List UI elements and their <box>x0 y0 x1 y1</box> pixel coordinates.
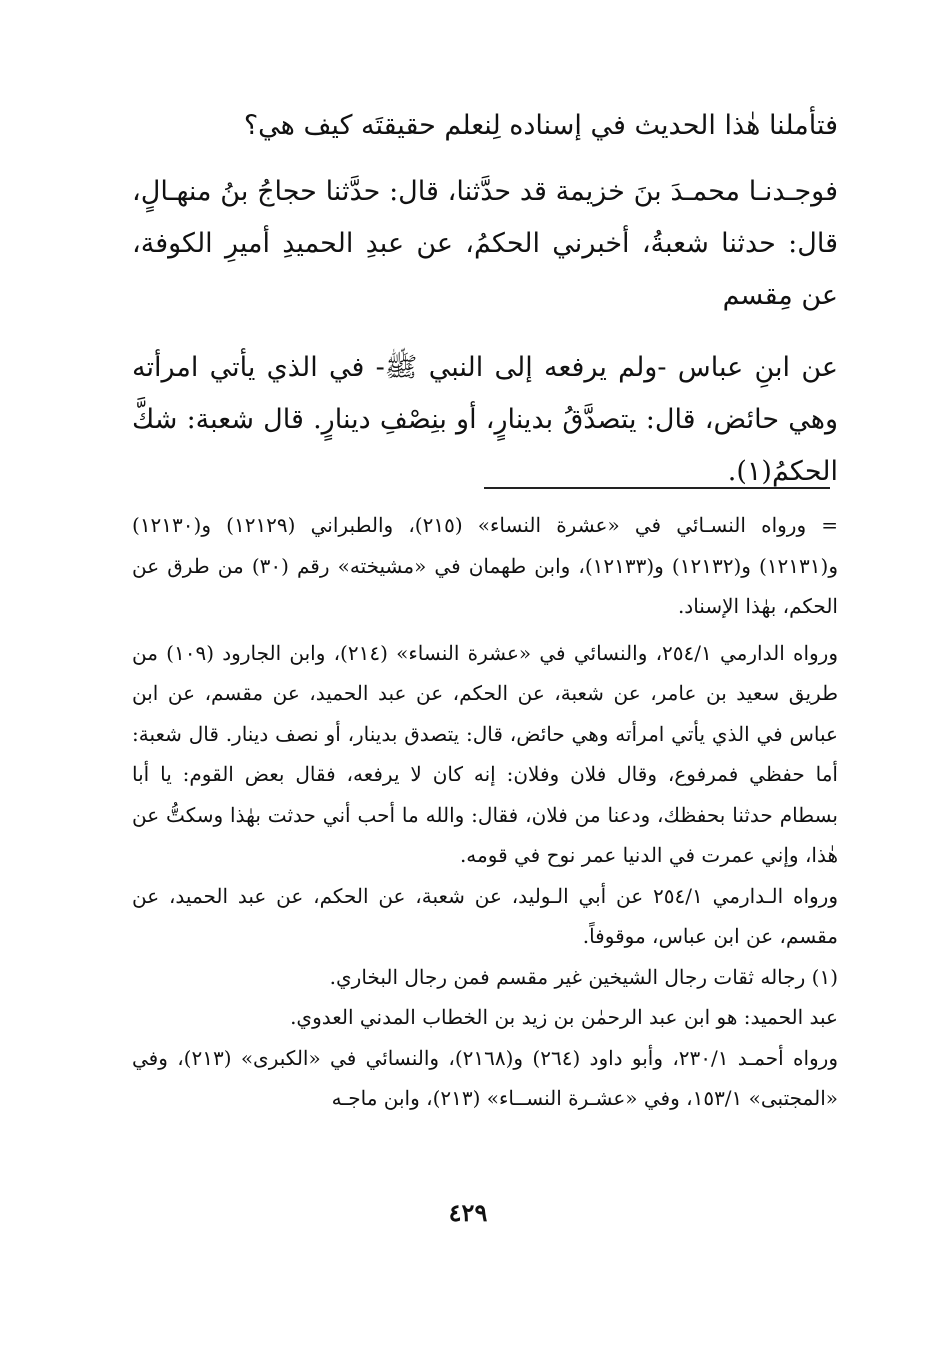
footnote-separator <box>484 487 830 489</box>
footnote-paragraph: (١) رجاله ثقات رجال الشيخين غير مقسم فمن رجال البخاري. <box>329 964 838 989</box>
footnote-paragraph: ورواه أحمـد ٢٣٠/١، وأبو داود (٢٦٤) و(٢١٦٨)، والنسائي في «الكبرى» (٢١٣)، وفي «المجتبى» ١٥٣/١، وفي «عشـرة النســاء» (٢١٣)، وابن ماجـه <box>132 1045 838 1110</box>
footnote-paragraph: = ورواه النسـائي في «عشرة النساء» (٢١٥)، والطبراني (١٢١٢٩) و(١٢١٣٠) و(١٢١٣١) و(١٢١٣٢) و(١٢١٣٣)، وابن طهمان في «مشيخته» رقم (٣٠) من طرق عن الحكم، بهٰذا الإسناد. <box>132 513 839 618</box>
footnote-paragraph: ورواه الدارمي ٢٥٤/١، والنسائي في «عشرة النساء» (٢١٤)، وابن الجارود (١٠٩) من طريق سعيد بن عامر، عن شعبة، عن الحكم، عن عبد الحميد، عن مقسم، عن ابن عباس في الذي يأتي امرأته وهي حائض، قال: يتصدق بدينار، أو نصف دينار. قال شعبة: أما حفظي فمرفوع، وقال فلان وفلان: إنه كان لا يرفعه، فقال بعض القوم: يا أبا بسطام حدثنا بحفظك، ودعنا من فلان، فقال: والله ما أحب أني حدثت بهٰذا وسكتُّ عن هٰذا، وإني عمرت في الدنيا عمر نوح في قومه. <box>132 640 838 867</box>
page-number: ٤٢٩ <box>448 1198 488 1227</box>
footnote-paragraph: عبد الحميد: هو ابن عبد الرحمٰن بن زيد بن الخطاب المدني العدوي. <box>290 1005 838 1029</box>
footnotes-block <box>132 505 838 1119</box>
main-paragraph: فوجـدنـا محمـدَ بنَ خزيمة قد حدَّثنا، قال: حدَّثنا حجاجُ بنُ منهـالٍ، قال: حدثنا شعبةُ، أخبرني الحكمُ، عن عبدِ الحميدِ أميرِ الكوفة، عن مِقسم <box>132 176 838 311</box>
main-paragraph: عن ابنِ عباس -ولم يرفعه إلى النبي ﷺ- في الذي يأتي امرأته وهي حائض، قال: يتصدَّقُ بدينارٍ، أو بنِصْفِ دينارٍ. قال شعبة: شكَّ الحكمُ(١). <box>132 352 838 487</box>
footnote-paragraph: ورواه الـدارمي ٢٥٤/١ عن أبي الـوليد، عن شعبة، عن الحكم، عن عبد الحميد، عن مقسم، عن ابن عباس، موقوفاً. <box>132 883 838 948</box>
main-text-block <box>132 100 838 498</box>
main-paragraph: فتأملنا هٰذا الحديث في إسناده لِنعلم حقيقتَه كيف هي؟ <box>243 110 838 141</box>
